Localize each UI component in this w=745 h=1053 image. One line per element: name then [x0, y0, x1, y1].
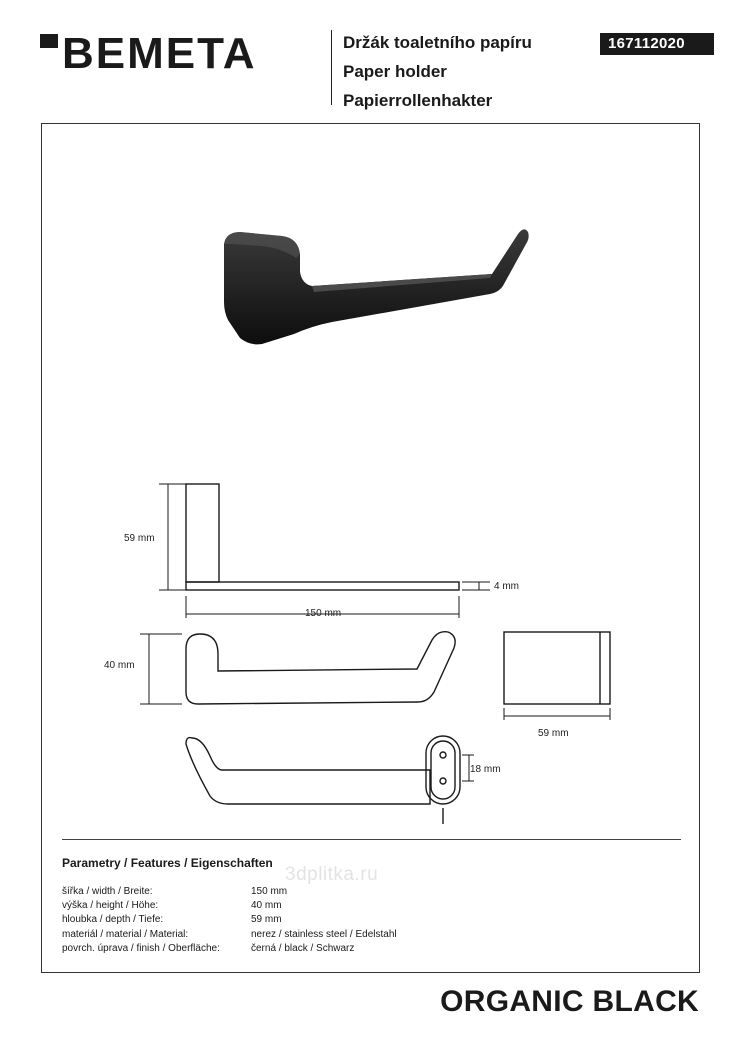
feature-label: šířka / width / Breite:	[62, 886, 153, 897]
feature-value: 150 mm	[251, 886, 288, 897]
feature-row	[62, 942, 397, 956]
features-table	[62, 885, 397, 956]
dim-height-side: 59 mm	[124, 533, 155, 544]
feature-value: nerez / stainless steel / Edelstahl	[251, 928, 397, 940]
top-view	[186, 632, 455, 704]
logo-text: BEMETA	[62, 29, 257, 72]
side-view-mount	[186, 484, 219, 582]
feature-row	[62, 899, 397, 913]
feature-row	[62, 928, 397, 942]
feature-label: výška / height / Höhe:	[62, 900, 159, 912]
feature-row	[62, 913, 397, 927]
feature-label: hloubka / depth / Tiefe:	[62, 914, 164, 926]
title-divider	[331, 30, 332, 105]
title-english: Paper holder	[343, 62, 447, 81]
side-view-arm	[186, 582, 459, 590]
features-title: Parametry / Features / Eigenschaften	[62, 856, 273, 870]
dim-height-top: 40 mm	[104, 660, 135, 671]
bemeta-logo	[40, 24, 295, 72]
content-frame	[41, 123, 700, 973]
feature-row	[62, 885, 397, 899]
collection-name: ORGANIC BLACK	[440, 985, 699, 1018]
back-view	[186, 736, 460, 824]
section-divider	[62, 839, 681, 840]
title-german: Papierrollenhakter	[343, 91, 493, 110]
feature-value: 59 mm	[251, 914, 282, 926]
dim-width: 150 mm	[305, 608, 342, 619]
feature-label: povrch. úprava / finish / Oberfläche:	[62, 942, 220, 954]
product-code-badge: 167112020	[600, 33, 714, 55]
technical-drawing	[42, 124, 701, 824]
watermark: 3dplitka.ru	[285, 864, 379, 885]
dim-depth: 59 mm	[538, 728, 569, 739]
end-view	[504, 632, 610, 704]
feature-value: černá / black / Schwarz	[251, 942, 355, 954]
feature-value: 40 mm	[251, 900, 282, 912]
feature-label: materiál / material / Material:	[62, 928, 189, 940]
product-titles	[343, 28, 532, 115]
dim-thickness: 4 mm	[494, 581, 519, 592]
dim-hole-spacing: 18 mm	[470, 764, 501, 775]
title-czech: Držák toaletního papíru	[343, 33, 532, 52]
